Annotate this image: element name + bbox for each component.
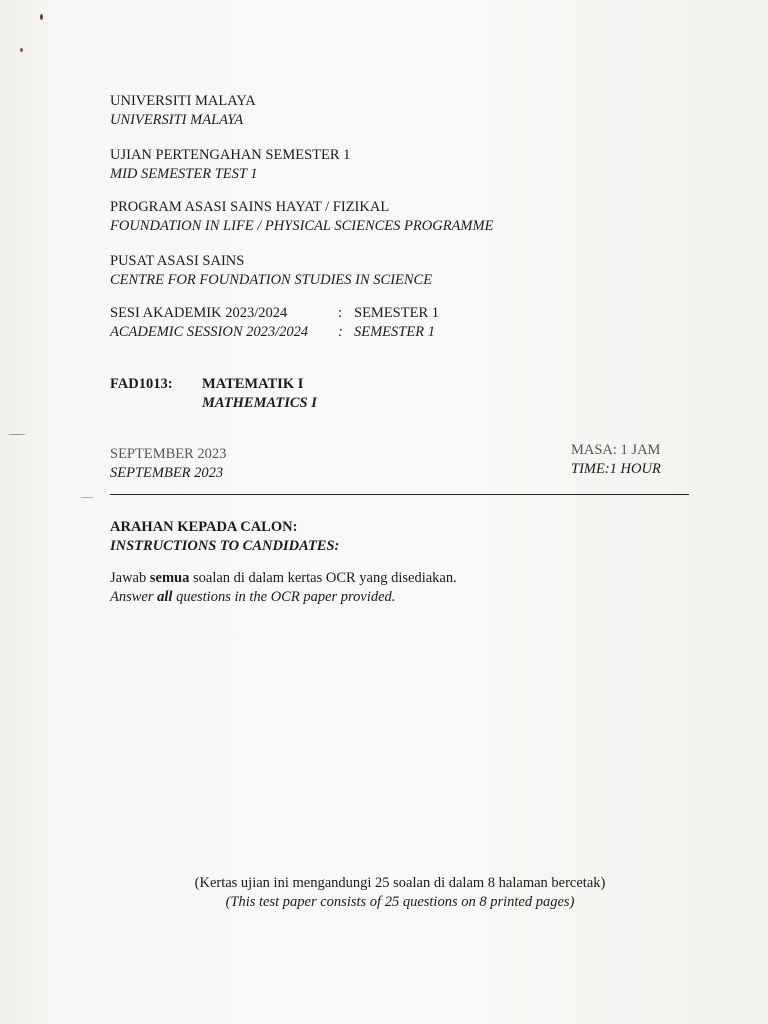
page-count-en: (This test paper consists of 25 questions on 8 printed pages) xyxy=(225,894,575,910)
scan-speck xyxy=(20,48,23,52)
answer-instruction-en: Answer all questions in the OCR paper provided. xyxy=(110,589,396,605)
centre-name-ms: PUSAT ASASI SAINS xyxy=(110,253,245,269)
session-row-en xyxy=(110,323,439,342)
test-name-ms: UJIAN PERTENGAHAN SEMESTER 1 xyxy=(110,147,351,163)
session-separator: : xyxy=(338,324,343,340)
centre-name-en: CENTRE FOR FOUNDATION STUDIES IN SCIENCE xyxy=(110,272,433,288)
scan-speck xyxy=(8,434,26,435)
session-label-en: ACADEMIC SESSION 2023/2024 xyxy=(110,324,309,340)
answer-instruction-block xyxy=(110,569,457,607)
course-block xyxy=(110,375,317,413)
scan-speck xyxy=(80,497,94,498)
date-en: SEPTEMBER 2023 xyxy=(110,465,224,481)
programme-name-ms: PROGRAM ASASI SAINS HAYAT / FIZIKAL xyxy=(110,199,390,215)
session-label-ms: SESI AKADEMIK 2023/2024 xyxy=(110,305,288,321)
date-block xyxy=(110,445,226,483)
university-name-en: UNIVERSITI MALAYA xyxy=(110,112,244,128)
test-block xyxy=(110,146,350,184)
course-name-ms: MATEMATIK I xyxy=(202,376,304,392)
semester-ms: SEMESTER 1 xyxy=(354,305,439,321)
programme-name-en: FOUNDATION IN LIFE / PHYSICAL SCIENCES PROGRAMME xyxy=(110,218,494,234)
instructions-heading-en: INSTRUCTIONS TO CANDIDATES: xyxy=(110,538,340,554)
test-name-en: MID SEMESTER TEST 1 xyxy=(110,166,258,182)
course-row xyxy=(110,375,317,394)
session-separator: : xyxy=(338,305,343,321)
page-count-ms: (Kertas ujian ini mengandungi 25 soalan di dalam 8 halaman bercetak) xyxy=(194,875,606,891)
divider-line xyxy=(110,494,689,495)
answer-instruction-ms: Jawab semua soalan di dalam kertas OCR yang disediakan. xyxy=(110,570,457,586)
university-name-ms: UNIVERSITI MALAYA xyxy=(110,93,256,109)
instructions-heading-block xyxy=(110,518,339,556)
programme-block xyxy=(110,198,493,236)
page-count-note xyxy=(150,874,650,912)
duration-en: TIME:1 HOUR xyxy=(571,461,661,477)
course-code: FAD1013: xyxy=(110,376,173,392)
semester-en: SEMESTER 1 xyxy=(354,324,435,340)
course-row-en xyxy=(110,394,317,413)
session-row-ms xyxy=(110,304,439,323)
instructions-heading-ms: ARAHAN KEPADA CALON: xyxy=(110,519,298,535)
duration-block xyxy=(571,441,661,479)
duration-ms: MASA: 1 JAM xyxy=(571,442,661,458)
university-block xyxy=(110,92,256,130)
date-ms: SEPTEMBER 2023 xyxy=(110,446,227,462)
emphasis-all-en: all xyxy=(157,589,173,605)
session-block xyxy=(110,304,439,342)
scan-speck xyxy=(40,14,43,20)
centre-block xyxy=(110,252,432,290)
emphasis-all-ms: semua xyxy=(149,570,190,586)
course-name-en: MATHEMATICS I xyxy=(202,395,317,411)
